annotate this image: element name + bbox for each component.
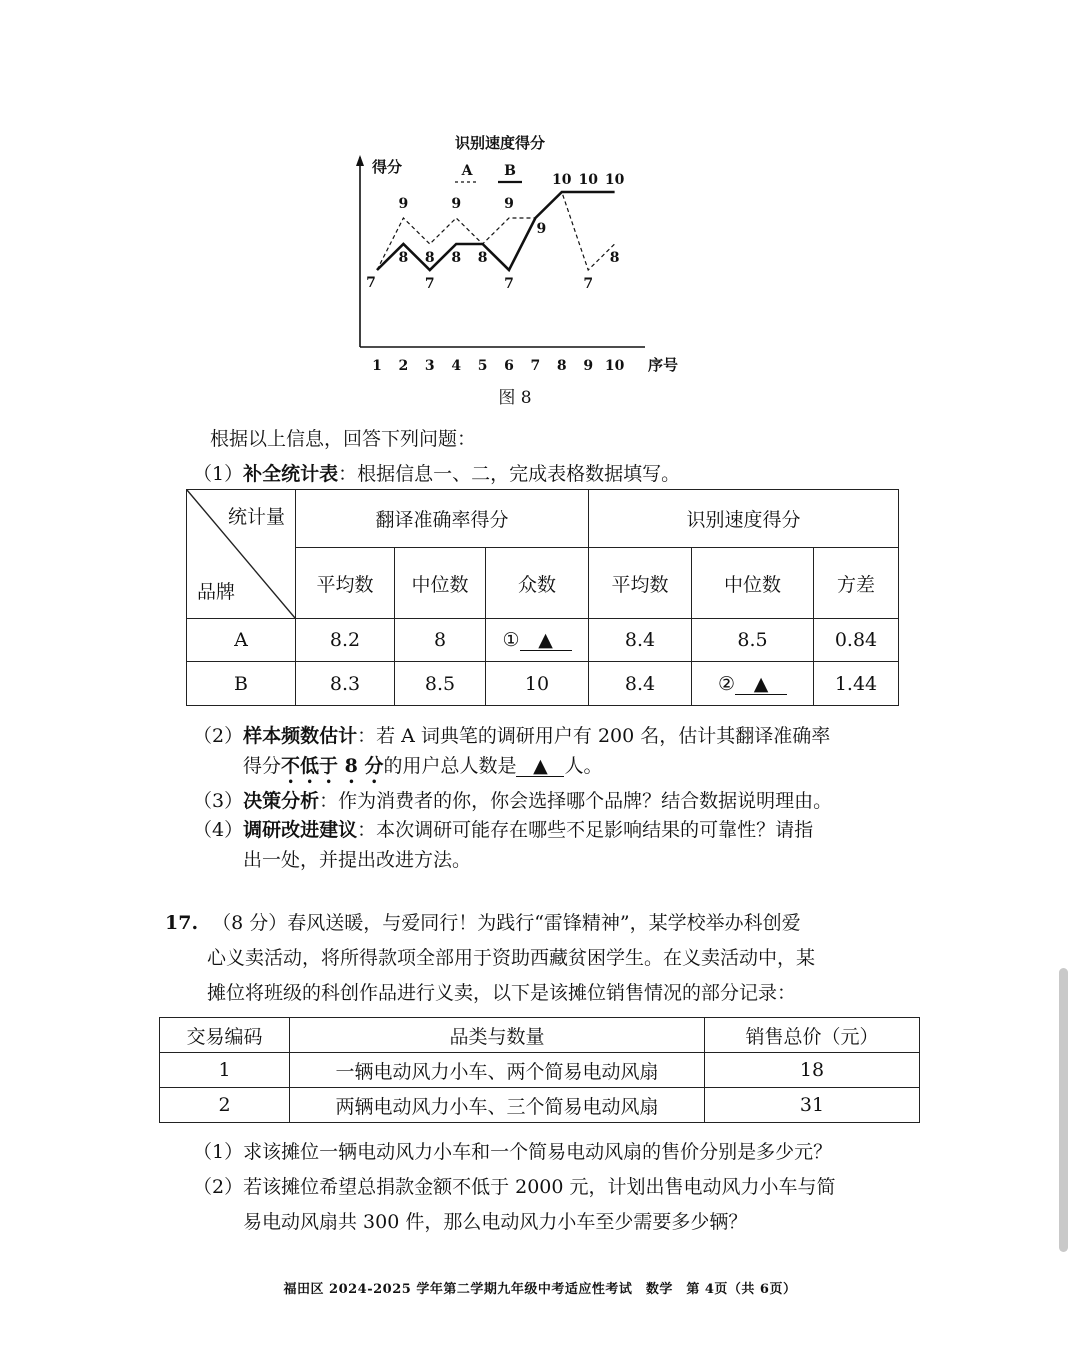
data-label: 9 (536, 221, 547, 237)
blank-marker-1: ① (502, 629, 520, 651)
p17-question-1: （1）求该摊位一辆电动风力小车和一个简易电动风扇的售价分别是多少元？ (193, 1141, 833, 1163)
cell: 8 (395, 619, 486, 662)
data-label: 7 (366, 275, 376, 291)
cell: 18 (705, 1053, 920, 1088)
data-label: 9 (504, 196, 514, 212)
legend-label: A (461, 163, 473, 179)
cell: 两辆电动风力小车、三个简易电动风扇 (290, 1088, 705, 1123)
cell: 8.5 (692, 619, 814, 662)
cell: 8.3 (296, 662, 395, 706)
x-tick-label: 10 (604, 358, 625, 374)
header-variance: 方差 (814, 548, 899, 619)
question-4 (193, 815, 813, 845)
data-label: 8 (398, 250, 409, 266)
q4-text: ：本次调研可能存在哪些不足影响结果的可靠性？请指 (357, 819, 814, 841)
cell: 10 (486, 662, 589, 706)
q2-text: ：若 A 词典笔的调研用户有 200 名，估计其翻译准确率 (357, 725, 831, 747)
brand-a: A (187, 619, 296, 662)
q2-blank-triangle: ▲ (516, 756, 564, 777)
q3-number: （3） (193, 790, 244, 812)
table-row (187, 662, 899, 706)
p17-question-2-line2: 易电动风扇共 300 件，那么电动风力小车至少需要多少辆？ (243, 1211, 748, 1233)
legend-label: B (504, 163, 516, 179)
header-mean-2: 平均数 (589, 548, 692, 619)
problem-17-line1 (165, 908, 801, 938)
q4-title: 调研改进建议 (243, 819, 358, 841)
problem-17-line2: 心义卖活动，将所得款项全部用于资助西藏贫困学生。在义卖活动中，某 (207, 947, 816, 969)
table-row (160, 1053, 920, 1088)
data-label: 8 (424, 250, 435, 266)
data-label: 7 (504, 276, 514, 292)
q3-title: 决策分析 (243, 790, 320, 812)
blank-marker-2: ② (717, 672, 736, 695)
question-2-line2 (243, 751, 603, 788)
cell: 8.5 (395, 662, 486, 706)
q2-number: （2） (193, 725, 244, 747)
corner-bottom-label: 品牌 (197, 581, 236, 603)
header-total: 销售总价（元） (705, 1018, 920, 1053)
question-2 (193, 721, 830, 751)
q1-title: 补全统计表 (243, 463, 339, 485)
problem-17-line3: 摊位将班级的科创作品进行义卖，以下是该摊位销售情况的部分记录： (207, 982, 797, 1004)
blank-cell-2 (692, 662, 814, 706)
brand-b: B (187, 662, 296, 706)
figure-caption: 图 8 (498, 388, 532, 408)
stats-table (186, 489, 899, 706)
data-label: 8 (451, 250, 462, 266)
data-label: 7 (583, 276, 594, 292)
y-axis-arrow (356, 155, 364, 166)
data-label: 10 (604, 172, 625, 188)
blank-cell-1 (486, 619, 589, 662)
line-chart (330, 125, 700, 380)
group-header-speed: 识别速度得分 (589, 490, 899, 548)
group-header-translation: 翻译准确率得分 (296, 490, 589, 548)
y-axis-label: 得分 (372, 158, 403, 176)
data-label: 10 (578, 172, 598, 188)
x-tick-label: 4 (451, 358, 462, 374)
blank-triangle-2: ▲ (735, 674, 787, 695)
q4-number: （4） (193, 819, 244, 841)
q2-text-d: 人。 (564, 755, 603, 777)
q2-text-a: 得分 (243, 755, 282, 777)
table-row (160, 1088, 920, 1123)
cell: 1 (160, 1053, 290, 1088)
question-1 (193, 459, 680, 489)
q2-text-c: 的用户总人数是 (383, 755, 517, 777)
data-label: 8 (477, 250, 488, 266)
q1-number: （1） (193, 463, 244, 485)
header-mode: 众数 (486, 548, 589, 619)
p17-question-2: （2）若该摊位希望总捐款金额不低于 2000 元，计划出售电动风力小车与简 (193, 1176, 836, 1198)
problem-number: 17. (165, 912, 199, 934)
q1-text: ：根据信息一、二，完成表格数据填写。 (338, 463, 681, 485)
table-row (187, 619, 899, 662)
corner-top-label: 统计量 (227, 506, 285, 528)
x-axis-label: 序号 (648, 356, 679, 374)
cell: 8.2 (296, 619, 395, 662)
x-tick-label: 9 (583, 358, 594, 374)
data-label: 10 (552, 172, 572, 188)
question-4-line2: 出一处，并提出改进方法。 (243, 849, 472, 871)
cell: 1.44 (814, 662, 899, 706)
header-mean-1: 平均数 (296, 548, 395, 619)
data-label: 9 (451, 196, 462, 212)
chart-title: 识别速度得分 (454, 134, 546, 152)
header-median-2: 中位数 (692, 548, 814, 619)
sales-header-row (160, 1018, 920, 1053)
blank-triangle-1: ▲ (520, 630, 572, 651)
data-label: 8 (609, 250, 620, 266)
series-line-B (377, 192, 615, 270)
cell: 2 (160, 1088, 290, 1123)
x-tick-label: 7 (530, 358, 541, 374)
header-code: 交易编码 (160, 1018, 290, 1053)
x-tick-label: 6 (504, 358, 514, 374)
page-footer: 福田区 2024-2025 学年第二学期九年级中考适应性考试 数学 第 4页（共 6页） (283, 1282, 797, 1297)
cell: 31 (705, 1088, 920, 1123)
question-3 (193, 786, 832, 816)
x-tick-label: 3 (424, 358, 435, 374)
x-tick-label: 2 (398, 358, 409, 374)
sales-table (159, 1017, 920, 1123)
x-tick-label: 5 (477, 358, 488, 374)
data-label: 9 (398, 196, 409, 212)
cell: 0.84 (814, 619, 899, 662)
q3-text: ：作为消费者的你，你会选择哪个品牌？结合数据说明理由。 (319, 790, 833, 812)
x-tick-label: 8 (556, 358, 567, 374)
data-label: 7 (424, 276, 435, 292)
x-tick-label: 1 (372, 358, 382, 374)
scrollbar-thumb[interactable] (1059, 968, 1068, 1252)
header-items: 品类与数量 (290, 1018, 705, 1053)
q2-emphasis: 不低于 8 分 (281, 755, 384, 777)
table-corner-cell (187, 490, 296, 619)
header-median-1: 中位数 (395, 548, 486, 619)
problem-17-text1: （8 分）春风送暖，与爱同行！为践行“雷锋精神”，某学校举办科创爱 (212, 912, 801, 934)
cell: 8.4 (589, 662, 692, 706)
intro-text: 根据以上信息，回答下列问题： (210, 428, 477, 450)
cell: 8.4 (589, 619, 692, 662)
cell: 一辆电动风力小车、两个简易电动风扇 (290, 1053, 705, 1088)
q2-title: 样本频数估计 (243, 725, 358, 747)
